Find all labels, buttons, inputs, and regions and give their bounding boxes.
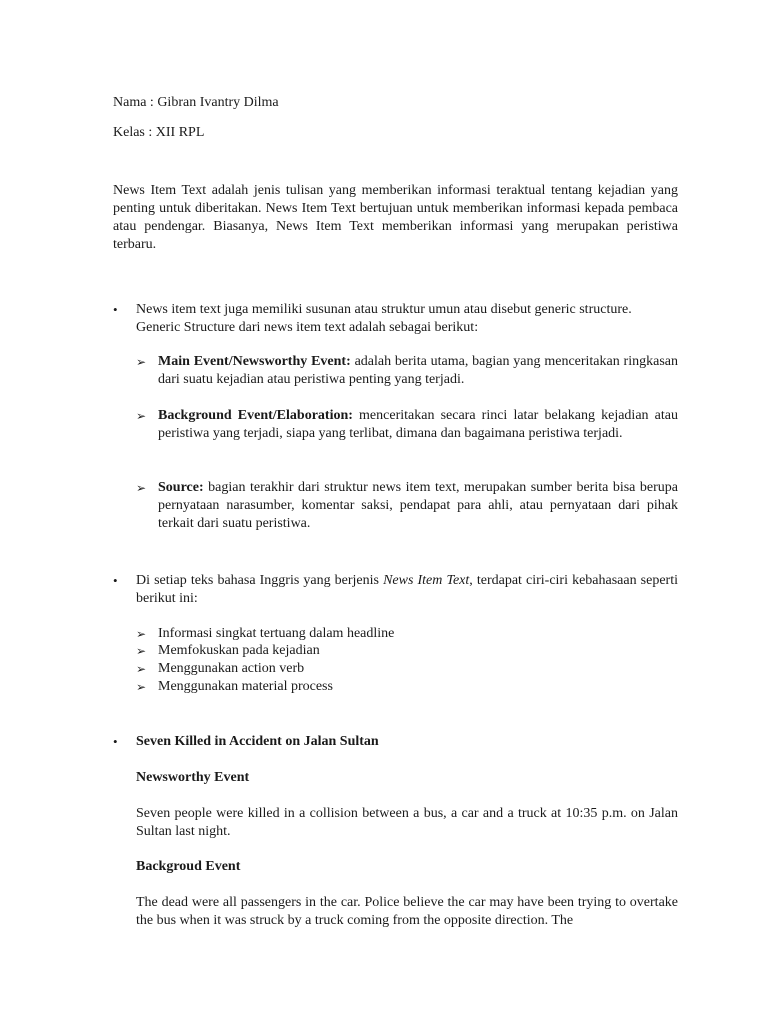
- arrow-bullet-icon: ➢: [136, 355, 147, 369]
- arrow-bullet-icon: ➢: [136, 644, 147, 658]
- example-headline: Seven Killed in Accident on Jalan Sultan: [136, 734, 379, 749]
- features-text-before: Di setiap teks bahasa Inggris yang berjenis: [136, 573, 384, 588]
- structure-paragraph: News item text juga memiliki susunan atau struktur umun atau disebut generic structure. Generic Structure dari news item text adalah sebagai berikut:: [136, 302, 632, 335]
- newsworthy-event-text: Seven people were killed in a collision between a bus, a car and a truck at 10:35 p.m. on Jalan Sultan last night.: [136, 806, 678, 839]
- term-label: Background Event/Elaboration:: [158, 408, 353, 423]
- term-description: adalah berita utama, bagian yang menceritakan ringkasan dari suatu kejadian atau peristiwa penting yang terjadi.: [158, 354, 678, 387]
- feature-item: Menggunakan action verb: [158, 661, 305, 676]
- bullet-icon: •: [113, 302, 118, 317]
- student-name: Nama : Gibran Ivantry Dilma: [113, 95, 279, 110]
- term-description: bagian terakhir dari struktur news item text, merupakan sumber berita bisa berupa pernyataan narasumber, komentar saksi, pendapat para ahli, atau pernyataan dari pihak terkait dari suatu peristiwa.: [158, 480, 678, 531]
- intro-paragraph: News Item Text adalah jenis tulisan yang memberikan informasi teraktual tentang kejadian yang penting untuk diberitakan. News Item Text bertujuan untuk memberikan informasi kepada pembaca atau pendengar. Biasanya, News Item Text memberikan informasi yang merupakan peristiwa terbaru.: [113, 183, 678, 252]
- features-paragraph: [136, 572, 678, 608]
- structure-item-background-event: [158, 407, 678, 443]
- background-event-title: Backgroud Event: [136, 859, 241, 874]
- bullet-icon: •: [113, 734, 118, 749]
- feature-item: Memfokuskan pada kejadian: [158, 643, 320, 658]
- background-event-text: The dead were all passengers in the car. Police believe the car may have been trying to overtake the bus when it was struck by a truck coming from the opposite direction. The: [136, 895, 678, 928]
- term-label: Main Event/Newsworthy Event:: [158, 354, 351, 369]
- arrow-bullet-icon: ➢: [136, 481, 147, 495]
- arrow-bullet-icon: ➢: [136, 662, 147, 676]
- structure-item-main-event: [158, 353, 678, 389]
- term-label: Source:: [158, 480, 204, 495]
- arrow-bullet-icon: ➢: [136, 627, 147, 641]
- student-class: Kelas : XII RPL: [113, 125, 205, 140]
- feature-item: Informasi singkat tertuang dalam headline: [158, 626, 395, 641]
- term-description: menceritakan secara rinci latar belakang kejadian atau peristiwa yang terjadi, siapa yang terlibat, dimana dan bagaimana peristiwa terjadi.: [158, 408, 678, 441]
- arrow-bullet-icon: ➢: [136, 680, 147, 694]
- newsworthy-event-title: Newsworthy Event: [136, 770, 250, 785]
- features-text-italic: News Item Text: [383, 573, 470, 588]
- structure-item-source: [158, 479, 678, 533]
- feature-item: Menggunakan material process: [158, 679, 333, 694]
- arrow-bullet-icon: ➢: [136, 409, 147, 423]
- bullet-icon: •: [113, 573, 118, 588]
- features-text-after: , terdapat ciri-ciri kebahasaan seperti berikut ini:: [136, 573, 678, 606]
